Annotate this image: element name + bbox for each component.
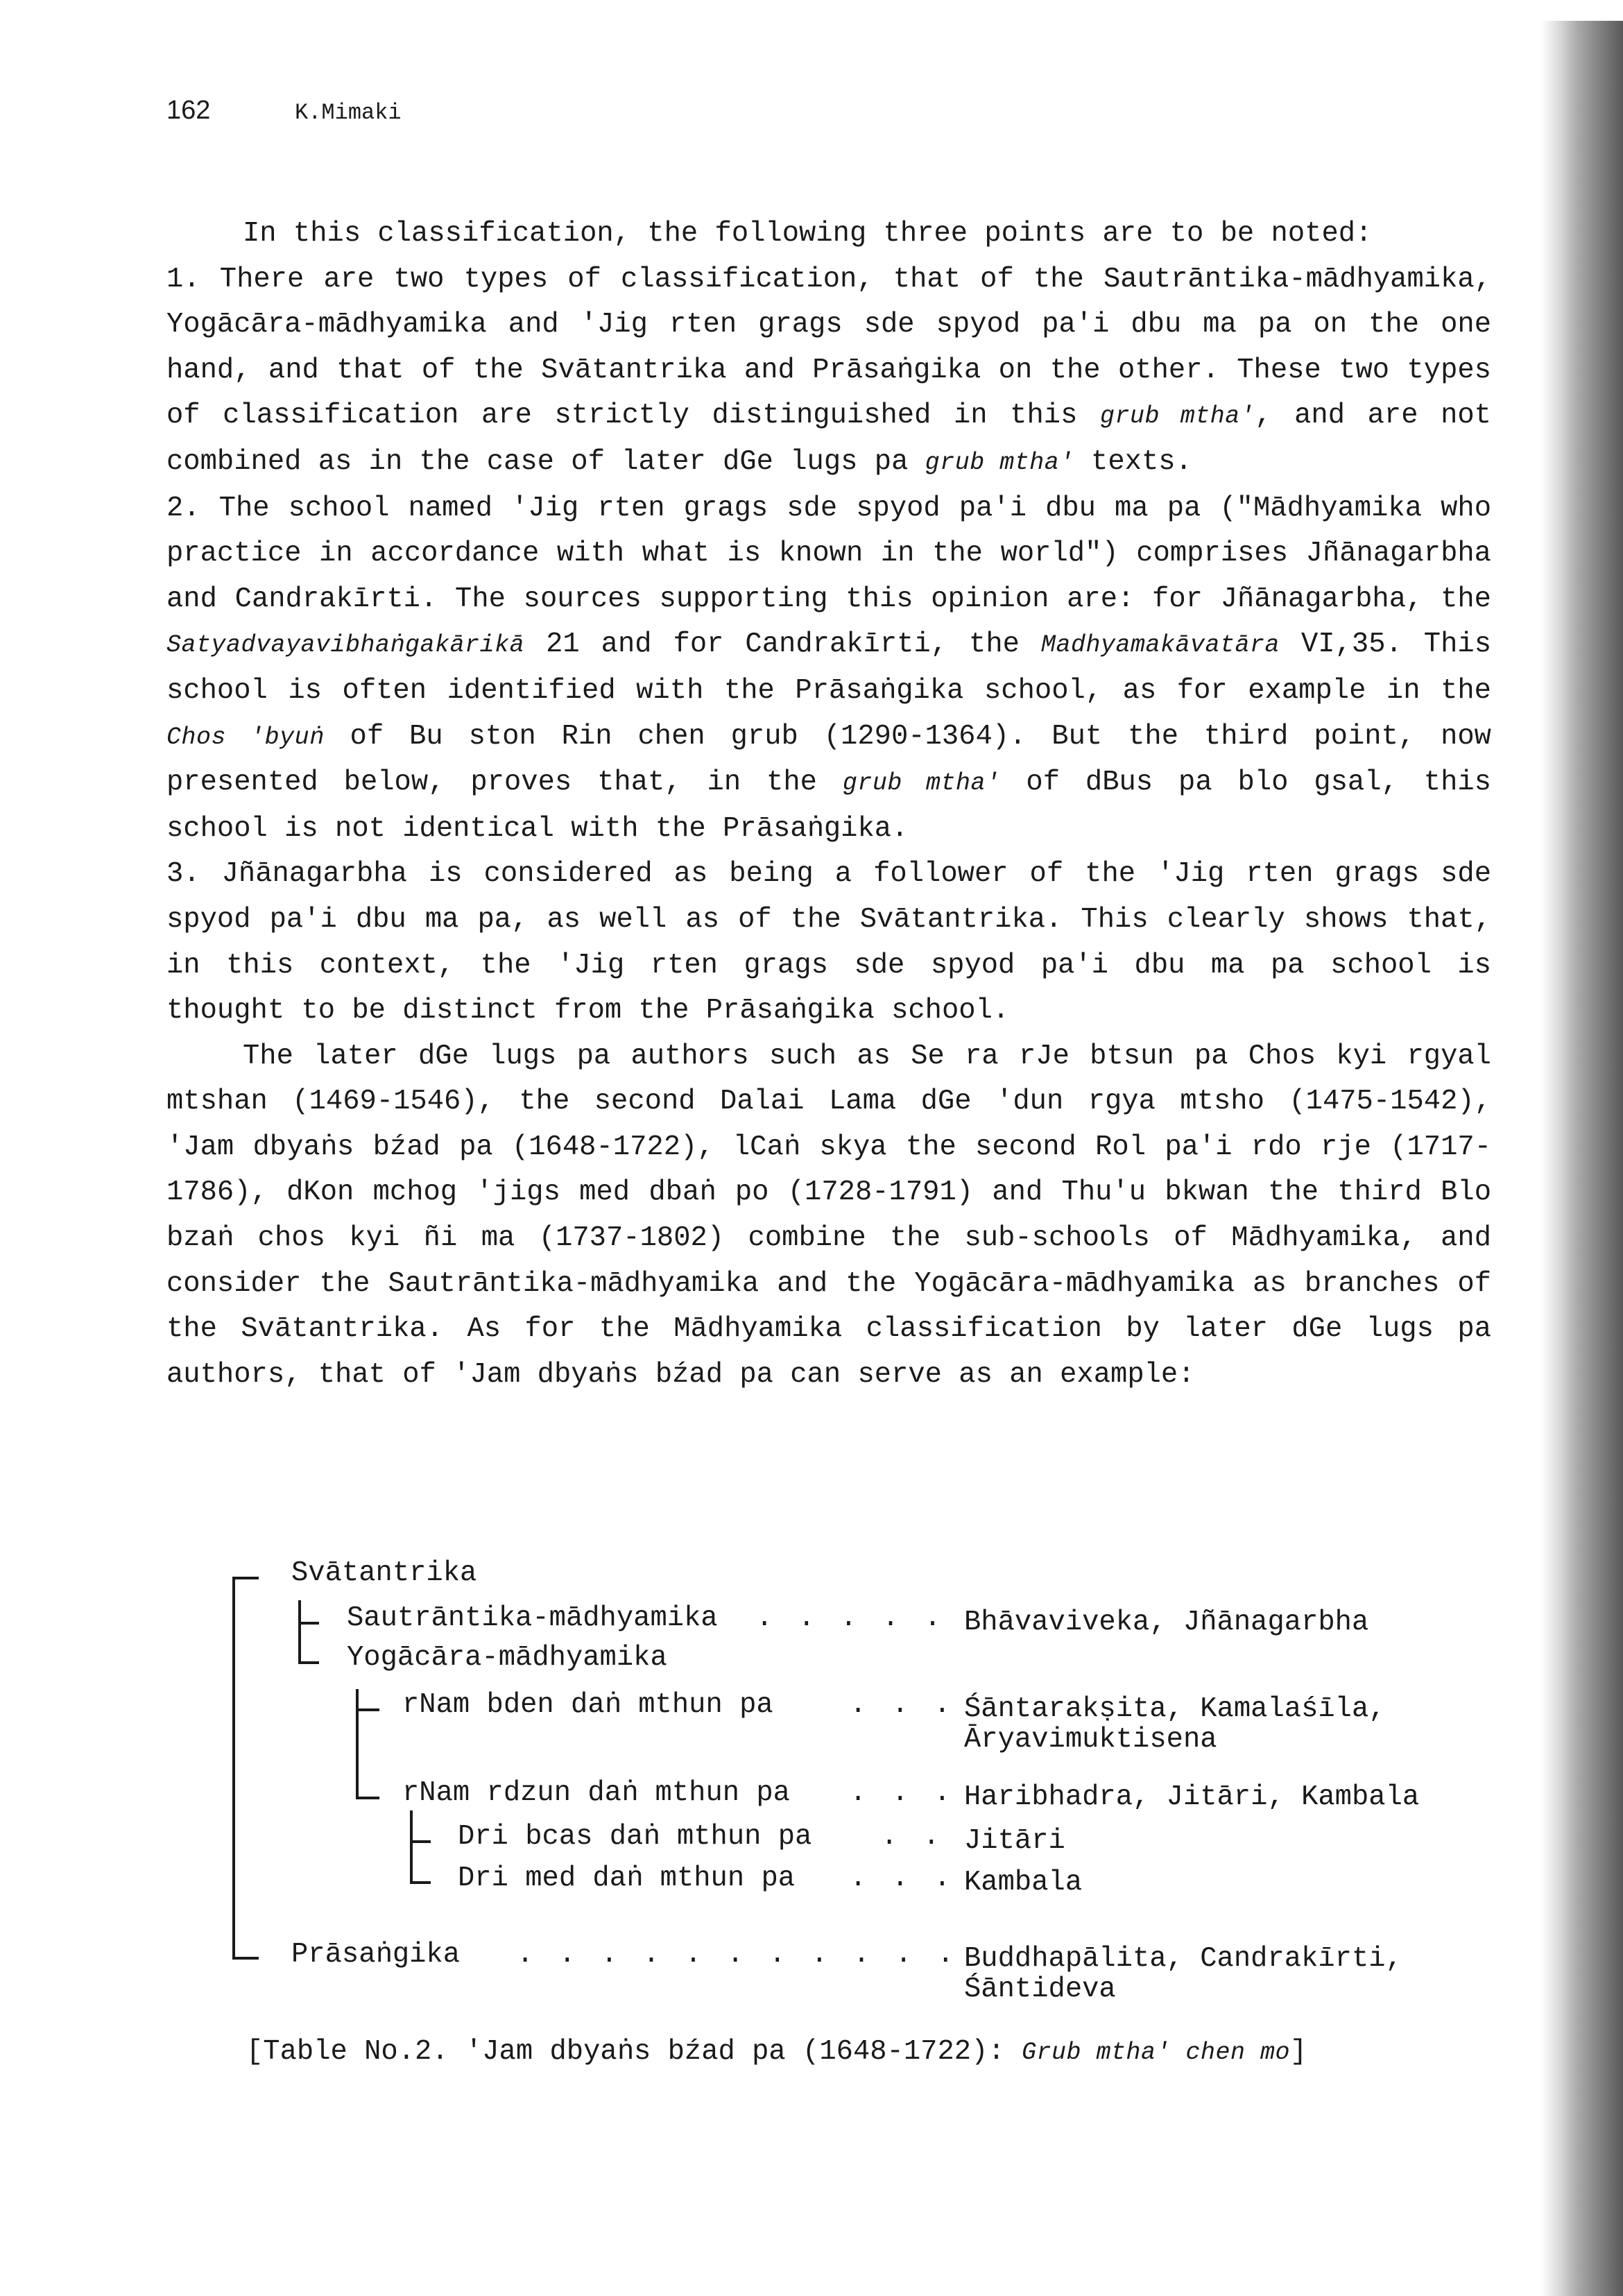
names-rnam-bden-2: Āryavimuktisena	[964, 1724, 1217, 1756]
names-dri-bcas: Jitāri	[964, 1825, 1065, 1857]
bracket-line	[410, 1840, 431, 1843]
classification-table	[232, 1557, 1495, 2005]
bracket-line	[356, 1689, 359, 1798]
names-rnam-rdzun: Haribhadra, Jitāri, Kambala	[964, 1781, 1420, 1813]
node-rnam-bden: rNam bden daṅ mthun pa	[402, 1689, 773, 1721]
bracket-line	[298, 1600, 301, 1663]
point-2: 2. The school named 'Jig rten grags sde spyod pa'i dbu ma pa ("Mādhyamika who practice in accordance with what is known in the world") comprises Jñānagarbha and Candrakīrti. The sources supporting this opinion are: for Jñānagarbha, the Satyadvayavibhaṅgakārikā 21 and for Candrakīrti, the Madhyamakāvatāra VI,35. This school is often identified with the Prāsaṅgika school, as for example in the Chos 'byuṅ of Bu ston Rin chen grub (1290-1364). But the third point, now presented below, proves that, in the grub mtha' of dBus pa blo gsal, this school is not identical with the Prāsaṅgika.	[166, 492, 1492, 845]
bracket-line	[298, 1622, 319, 1625]
node-dri-bcas: Dri bcas daṅ mthun pa	[458, 1821, 812, 1853]
caption-title: Grub mtha' chen mo	[1021, 2039, 1291, 2066]
scan-shadow	[1541, 21, 1623, 2296]
point-3: 3. Jñānagarbha is considered as being a follower of the 'Jig rten grags sde spyod pa'i dbu ma pa, as well as of the Svātantrika. This clearly shows that, in this context, the 'Jig rten grags sde spyod pa'i dbu ma pa school is thought to be distinct from the Prāsaṅgika school.	[166, 858, 1491, 1027]
bracket-line	[232, 1577, 235, 1958]
bracket-line	[232, 1577, 259, 1579]
node-sautrantika: Sautrāntika-mādhyamika	[347, 1602, 718, 1634]
node-yogacara: Yogācāra-mādhyamika	[347, 1642, 667, 1674]
point-1: 1. There are two types of classification, that of the Sautrāntika-mādhyamika, Yogācāra-mādhyamika and 'Jig rten grags sde spyod pa'i dbu ma pa on the one hand, and that of the Svātantrika and Prāsaṅgika on the other. These two types of classification are strictly distinguished in this grub mtha', and are not combined as in the case of later dGe lugs pa grub mtha' texts.	[166, 263, 1491, 478]
bracket-line	[410, 1810, 413, 1883]
leader-dots: . . .	[850, 1689, 955, 1721]
leader-dots: . . .	[850, 1777, 955, 1809]
names-prasangika-2: Śāntideva	[964, 1973, 1116, 2005]
node-rnam-rdzun: rNam rdzun daṅ mthun pa	[402, 1777, 790, 1809]
bracket-line	[356, 1797, 379, 1799]
intro-paragraph: In this classification, the following three points are to be noted:	[243, 218, 1373, 250]
running-author: K.Mimaki	[295, 100, 402, 126]
node-svatantrika: Svātantrika	[291, 1557, 477, 1589]
main-text	[166, 212, 1491, 1398]
node-prasangika: Prāsaṅgika	[291, 1939, 461, 1971]
bracket-line	[232, 1957, 259, 1960]
page-number: 162	[166, 96, 211, 125]
later-authors-paragraph: The later dGe lugs pa authors such as Se ra rJe btsun pa Chos kyi rgyal mtshan (1469-1546), the second Dalai Lama dGe 'dun rgya mtsho (1475-1542), 'Jam dbyaṅs bźad pa (1648-1722), lCaṅ skya the second Rol pa'i rdo rje (1717-1786), dKon mchog 'jigs med dbaṅ po (1728-1791) and Thu'u bkwan the third Blo bzaṅ chos kyi ñi ma (1737-1802) combine the sub-schools of Mādhyamika, and consider the Sautrāntika-mādhyamika and the Yogācāra-mādhyamika as branches of the Svātantrika. As for the Mādhyamika classification by later dGe lugs pa authors, that of 'Jam dbyaṅs bźad pa can serve as an example:	[166, 1040, 1491, 1391]
leader-dots: . . .	[850, 1862, 955, 1894]
names-prasangika-1: Buddhapālita, Candrakīrti,	[964, 1943, 1402, 1975]
names-dri-med: Kambala	[964, 1867, 1083, 1899]
names-rnam-bden-1: Śāntarakṣita, Kamalaśīla,	[964, 1693, 1386, 1725]
table-caption: [Table No.2. 'Jam dbyaṅs bźad pa (1648-1722): Grub mtha' chen mo]	[246, 2036, 1307, 2068]
running-header	[166, 96, 402, 126]
leader-dots: . . . . .	[756, 1602, 945, 1634]
node-dri-med: Dri med daṅ mthun pa	[458, 1862, 796, 1894]
bracket-line	[410, 1881, 431, 1884]
leader-dots: . . . . . . . . . . .	[517, 1939, 959, 1971]
names-sautrantika: Bhāvaviveka, Jñānagarbha	[964, 1607, 1369, 1638]
bracket-line	[356, 1708, 379, 1711]
bracket-line	[298, 1661, 319, 1664]
leader-dots: . .	[881, 1821, 944, 1853]
